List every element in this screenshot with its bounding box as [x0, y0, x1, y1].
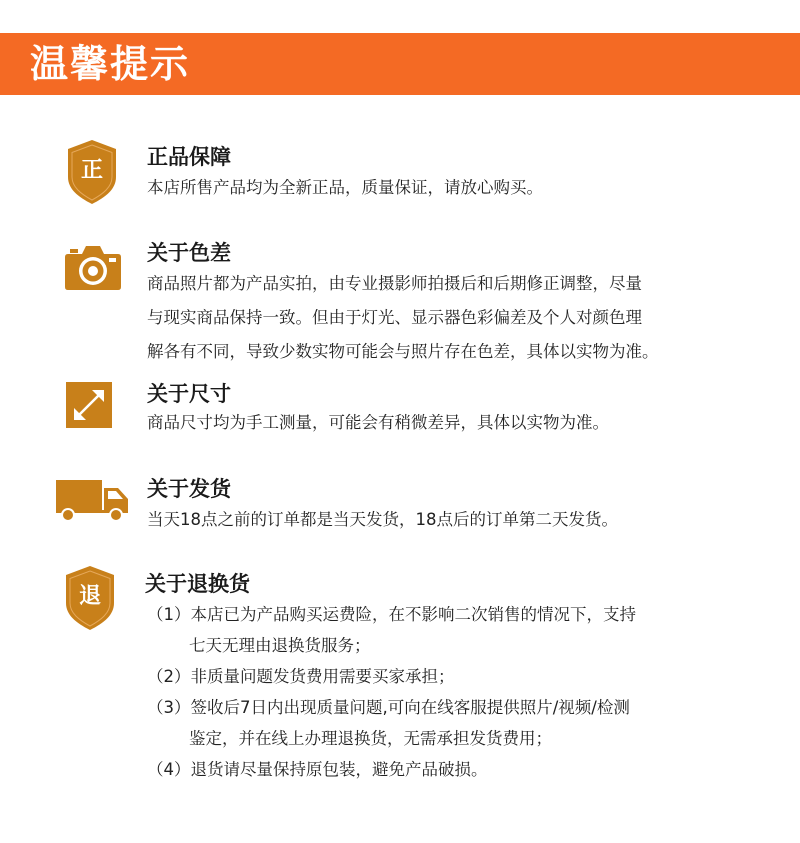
section-line: 当天18点之前的订单都是当天发货，18点后的订单第二天发货。	[147, 510, 618, 529]
section-genuine	[0, 143, 800, 213]
section-returns	[0, 570, 800, 790]
list-item: 七天无理由退换货服务；	[189, 636, 371, 655]
section-size	[0, 380, 800, 440]
shield-icon	[64, 565, 116, 631]
list-item: 鉴定，并在线上办理退换货，无需承担发货费用；	[189, 729, 552, 748]
list-item: （4）退货请尽量保持原包装，避免产品破损。	[147, 760, 488, 779]
resize-arrow-icon	[66, 382, 112, 428]
section-line: 本店所售产品均为全新正品，质量保证，请放心购买。	[147, 178, 543, 197]
section-body	[147, 171, 543, 205]
truck-icon	[56, 480, 130, 522]
section-line: 与现实商品保持一致。但由于灯光、显示器色彩偏差及个人对颜色理	[147, 308, 642, 327]
section-title: 关于色差	[147, 241, 231, 265]
list-item: （2）非质量问题发货费用需要买家承担；	[147, 667, 455, 686]
page-title: 温馨提示	[30, 42, 191, 86]
section-line: 商品尺寸均为手工测量，可能会有稍微差异，具体以实物为准。	[147, 413, 609, 432]
shield-icon-char: 正	[80, 158, 104, 183]
section-title: 关于发货	[147, 477, 231, 501]
section-line: 商品照片都为产品实拍，由专业摄影师拍摄后和后期修正调整，尽量	[147, 274, 642, 293]
section-title: 正品保障	[147, 145, 231, 169]
section-body	[147, 503, 618, 537]
section-body	[147, 406, 609, 440]
header-banner	[0, 33, 800, 95]
section-title: 关于退换货	[145, 572, 250, 596]
section-line: 解各有不同，导致少数实物可能会与照片存在色差，具体以实物为准。	[147, 342, 659, 361]
section-title: 关于尺寸	[147, 382, 231, 406]
shield-icon	[66, 139, 118, 205]
list-item: （1）本店已为产品购买运费险，在不影响二次销售的情况下，支持	[147, 605, 636, 624]
section-body	[147, 267, 659, 369]
returns-list	[147, 599, 636, 785]
section-color-difference	[0, 239, 800, 359]
camera-icon	[64, 242, 122, 292]
shield-icon-char: 退	[78, 584, 102, 609]
section-shipping	[0, 475, 800, 535]
list-item: （3）签收后7日内出现质量问题,可向在线客服提供照片/视频/检测	[147, 698, 630, 717]
